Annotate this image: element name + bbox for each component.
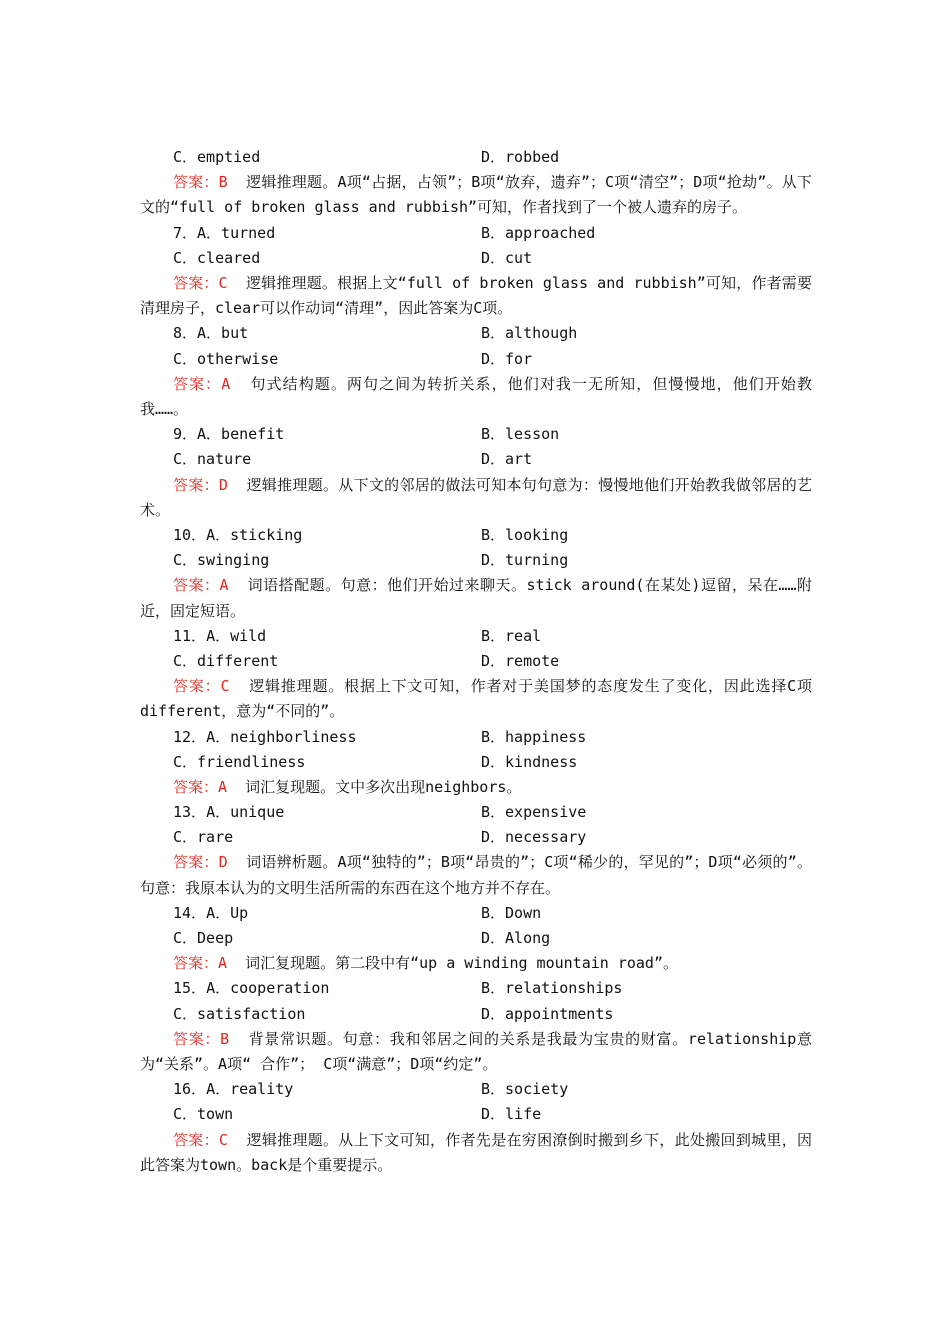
option-a: A．cooperation [206,979,330,998]
answer-label: 答案： [173,954,219,973]
explanation-text: 词汇复现题。文中多次出现neighbors。 [245,777,522,796]
question-item [140,422,812,523]
option-c: C．swinging [173,551,270,570]
explanation-text: 词语搭配题。句意：他们开始过来聊天。stick around(在某处)逗留，呆在……附近，固定短语。 [140,576,812,620]
option-c: C．rare [173,828,234,847]
option-a: A．neighborliness [206,727,357,746]
question-item [140,725,812,801]
option-d: D．robbed [481,148,560,166]
option-b: B．relationships [481,979,623,998]
answer-key: C [218,273,228,292]
option-a: A．benefit [197,425,285,444]
answer-explanation [140,850,812,900]
option-a: A．turned [197,223,276,242]
explanation-text: 词汇复现题。第二段中有“up a winding mountain road”。 [245,954,678,973]
answer-label: 答案： [173,777,219,796]
option-left [140,1077,481,1102]
option-b: B．real [481,626,542,645]
option-b: B．lesson [481,425,560,444]
answer-label: 答案： [173,1130,219,1149]
explanation-text: 逻辑推理题。根据上文“full of broken glass and rubbish”可知，作者需要清理房子，clear可以作动词“清理”，因此答案为C项。 [140,273,812,318]
option-c: C．friendliness [173,752,306,771]
question-number: 16． [173,1080,207,1099]
options-row [140,548,812,573]
answer-label: 答案： [173,273,219,292]
options-row [140,800,812,825]
option-left [140,523,481,548]
explanation-text: 句式结构题。两句之间为转折关系，他们对我一无所知，但慢慢地，他们开始教我……。 [140,374,812,418]
options-row [140,246,812,271]
options-row [140,523,812,548]
answer-explanation [140,674,812,724]
answer-key: B [220,1029,230,1048]
option-d: D．cut [481,248,533,267]
option-a: A．sticking [206,525,303,544]
option-b: B．Down [481,903,542,922]
options-row [140,926,812,951]
options-row [140,447,812,472]
options-row [140,1002,812,1027]
option-c: C．otherwise [173,349,279,368]
explanation-text: 逻辑推理题。从上下文可知，作者先是在穷困潦倒时搬到乡下，此处搬回到城里，因此答案为town。back是个重要提示。 [140,1130,812,1174]
options-row [140,347,812,372]
answer-key-document [140,145,812,1178]
option-c: C．different [173,651,279,670]
answer-label: 答案： [173,1029,221,1048]
option-c: C．satisfaction [173,1004,306,1023]
answer-explanation [140,271,812,321]
answer-explanation [140,1027,812,1077]
answer-explanation [140,951,812,976]
option-a: A．wild [206,626,267,645]
answer-label: 答案： [173,853,219,872]
option-c: C．cleared [173,248,261,267]
options-row [140,649,812,674]
option-c: C．nature [173,450,252,469]
answer-label: 答案： [173,576,220,595]
question-item [140,976,812,1077]
option-c: C．emptied [173,148,261,166]
explanation-text: 背景常识题。句意：我和邻居之间的关系是我最为宝贵的财富。relationship意为“关系”。A项“ 合作”； C项“满意”；D项“约定”。 [140,1029,812,1074]
option-a: A．reality [206,1080,294,1099]
option-b: B．looking [481,525,569,544]
question-item [140,321,812,422]
explanation-text: 词语辨析题。A项“独特的”；B项“昂贵的”；C项“稀少的，罕见的”；D项“必须的”。句意：我原本认为的文明生活所需的东西在这个地方并不存在。 [140,853,812,897]
option-d: D．necessary [481,828,587,847]
answer-explanation [140,573,812,623]
option-d: D．art [481,450,533,469]
option-a: A．Up [206,903,249,922]
question-number: 9． [173,425,198,444]
option-c: C．Deep [173,929,234,948]
question-number: 13． [173,803,207,822]
answer-key: C [220,677,230,696]
option-left [140,321,481,346]
option-d: D．turning [481,551,569,570]
answer-explanation [140,1128,812,1178]
question-item [140,624,812,725]
question-item [140,145,812,221]
answer-key: A [219,576,229,595]
question-number: 7． [173,223,198,242]
answer-key: C [218,1130,228,1149]
question-item [140,800,812,901]
options-row [140,825,812,850]
option-d: D．for [481,349,533,368]
option-left [140,422,481,447]
options-row [140,145,812,170]
explanation-text: 逻辑推理题。根据上下文可知，作者对于美国梦的态度发生了变化，因此选择C项different，意为“不同的”。 [140,677,812,721]
answer-explanation [140,473,812,523]
question-number: 14． [173,903,207,922]
question-number: 11． [173,626,207,645]
option-d: D．kindness [481,752,578,771]
option-left [140,800,481,825]
option-left [140,624,481,649]
option-b: B．expensive [481,803,587,822]
question-item [140,523,812,624]
options-row [140,750,812,775]
answer-key: D [218,853,228,872]
option-b: B．happiness [481,727,587,746]
answer-explanation [140,775,812,800]
answer-key: A [221,374,231,393]
answer-key: A [218,777,228,796]
answer-label: 答案： [173,475,219,494]
answer-explanation [140,170,812,220]
option-d: D．life [481,1105,542,1124]
options-row [140,422,812,447]
question-number: 8． [173,324,198,343]
answer-label: 答案： [173,677,221,696]
options-row [140,624,812,649]
option-left [140,725,481,750]
option-a: A．unique [206,803,285,822]
option-b: B．society [481,1080,569,1099]
answer-label: 答案： [173,374,222,393]
option-a: A．but [197,324,249,343]
options-row [140,976,812,1001]
question-item [140,221,812,322]
option-left [140,221,481,246]
question-item [140,1077,812,1178]
answer-label: 答案： [173,173,219,192]
answer-key: A [218,954,228,973]
question-number: 12． [173,727,207,746]
options-row [140,725,812,750]
question-number: 15． [173,979,207,998]
question-item [140,901,812,977]
option-d: D．appointments [481,1004,614,1023]
option-d: D．remote [481,651,560,670]
option-b: B．approached [481,223,596,242]
answer-key: D [218,475,228,494]
answer-explanation [140,372,812,422]
option-c: C．town [173,1105,234,1124]
option-d: D．Along [481,929,551,948]
options-row [140,1102,812,1127]
options-row [140,221,812,246]
options-row [140,1077,812,1102]
option-left [140,901,481,926]
question-number: 10． [173,525,207,544]
explanation-text: 逻辑推理题。从下文的邻居的做法可知本句句意为：慢慢地他们开始教我做邻居的艺术。 [140,475,812,519]
options-row [140,901,812,926]
options-row [140,321,812,346]
answer-key: B [218,173,228,192]
option-left [140,976,481,1001]
option-b: B．although [481,324,578,343]
explanation-text: 逻辑推理题。A项“占据，占领”；B项“放弃，遗弃”；C项“清空”；D项“抢劫”。从下文的“full of broken glass and rubbish”可知，作者找到了一个被人遗弃的房子。 [140,173,812,217]
